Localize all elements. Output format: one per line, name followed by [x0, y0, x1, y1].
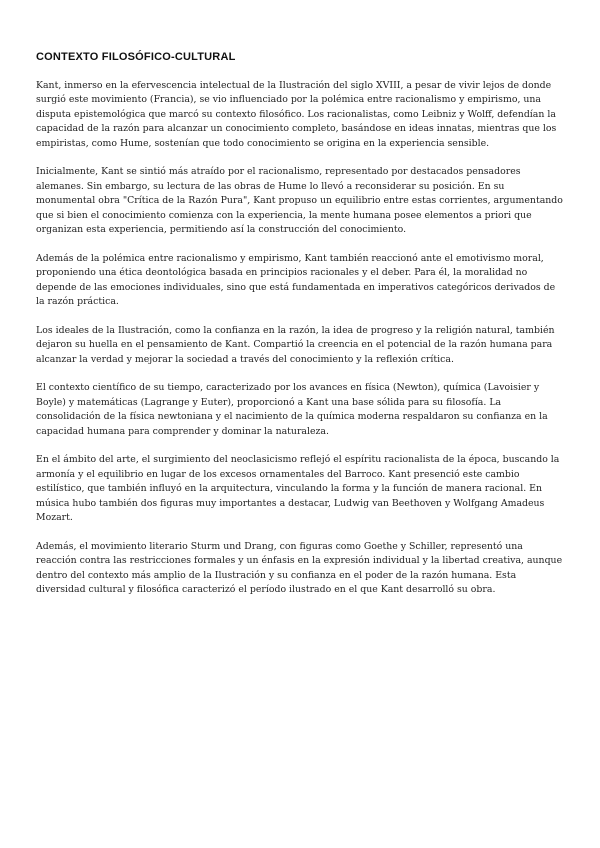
paragraph-literature: Además, el movimiento literario Sturm und Drang, con figuras como Goethe y Schiller, representó una reacción contra las restricciones formales y un énfasis en la expresión individual y la libertad creativa, aunque dentro del contexto más amplio de la Ilustración y su confianza en el poder de la razón humana. Esta diversidad cultural y filosófica caracterizó el período ilustrado en el que Kant desarrolló su obra. [36, 540, 563, 596]
paragraph-epistemology: Kant, inmerso en la efervescencia intelectual de la Ilustración del siglo XVIII, a pesar de vivir lejos de donde surgió este movimiento (Francia), se vio influenciado por la polémica entre racionalismo y empirismo, una disputa epistemológica que marcó su contexto filosófico. Los racionalistas, como Leibniz y Wolff, defendían la capacidad de la razón para alcanzar un conocimiento completo, basándose en ideas innatas, mientras que los empiristas, como Hume, sostenían que todo conocimiento se origina en la experiencia sensible. [36, 80, 557, 149]
document-page [36, 50, 566, 612]
paragraph-art: En el ámbito del arte, el surgimiento del neoclasicismo reflejó el espíritu racionalista de la época, buscando la armonía y el equilibrio en lugar de los excesos ornamentales del Barroco. Kant presenció este cambio estilístico, que también influyó en la arquitectura, vinculando la forma y la función de manera racional. En música hubo también dos figuras muy importantes a destacar, Ludwig van Beethoven y Wolfgang Amadeus Mozart. [36, 454, 560, 524]
paragraph-ethics: Además de la polémica entre racionalismo y empirismo, Kant también reaccionó ante el emotivismo moral, proponiendo una ética deontológica basada en principios racionales y el deber. Para él, la moralidad no depende de las emociones individuales, sino que está fundamentada en imperativos categóricos derivados de la razón práctica. [36, 252, 556, 308]
paragraph-kant-rationalism: Inicialmente, Kant se sintió más atraído por el racionalismo, representado por destacados pensadores alemanes. Sin embargo, su lectura de las obras de Hume lo llevó a reconsiderar su posición. En su monumental obra "Crítica de la Razón Pura", Kant propuso un equilibrio entre estas corrientes, argumentando que si bien el conocimiento comienza con la experiencia, la mente humana posee elementos a priori que organizan esta experiencia, permitiendo así la construcción del conocimiento. [36, 166, 563, 236]
paragraph-science: El contexto científico de su tiempo, caracterizado por los avances en física (Newton), química (Lavoisier y Boyle) y matemáticas (Lagrange y Euter), proporcionó a Kant una base sólida para su filosofía. La consolidación de la física newtoniana y el nacimiento de la química moderna respaldaron su confianza en la capacidad humana para comprender y dominar la naturaleza. [36, 382, 548, 437]
page-title: CONTEXTO FILOSÓFICO-CULTURAL [36, 51, 236, 63]
paragraph-enlightenment-ideals: Los ideales de la Ilustración, como la confianza en la razón, la idea de progreso y la religión natural, también dejaron su huella en el pensamiento de Kant. Compartió la creencia en el potencial de la razón humana para alcanzar la verdad y mejorar la sociedad a través del conocimiento y la reflexión crítica. [36, 324, 555, 365]
